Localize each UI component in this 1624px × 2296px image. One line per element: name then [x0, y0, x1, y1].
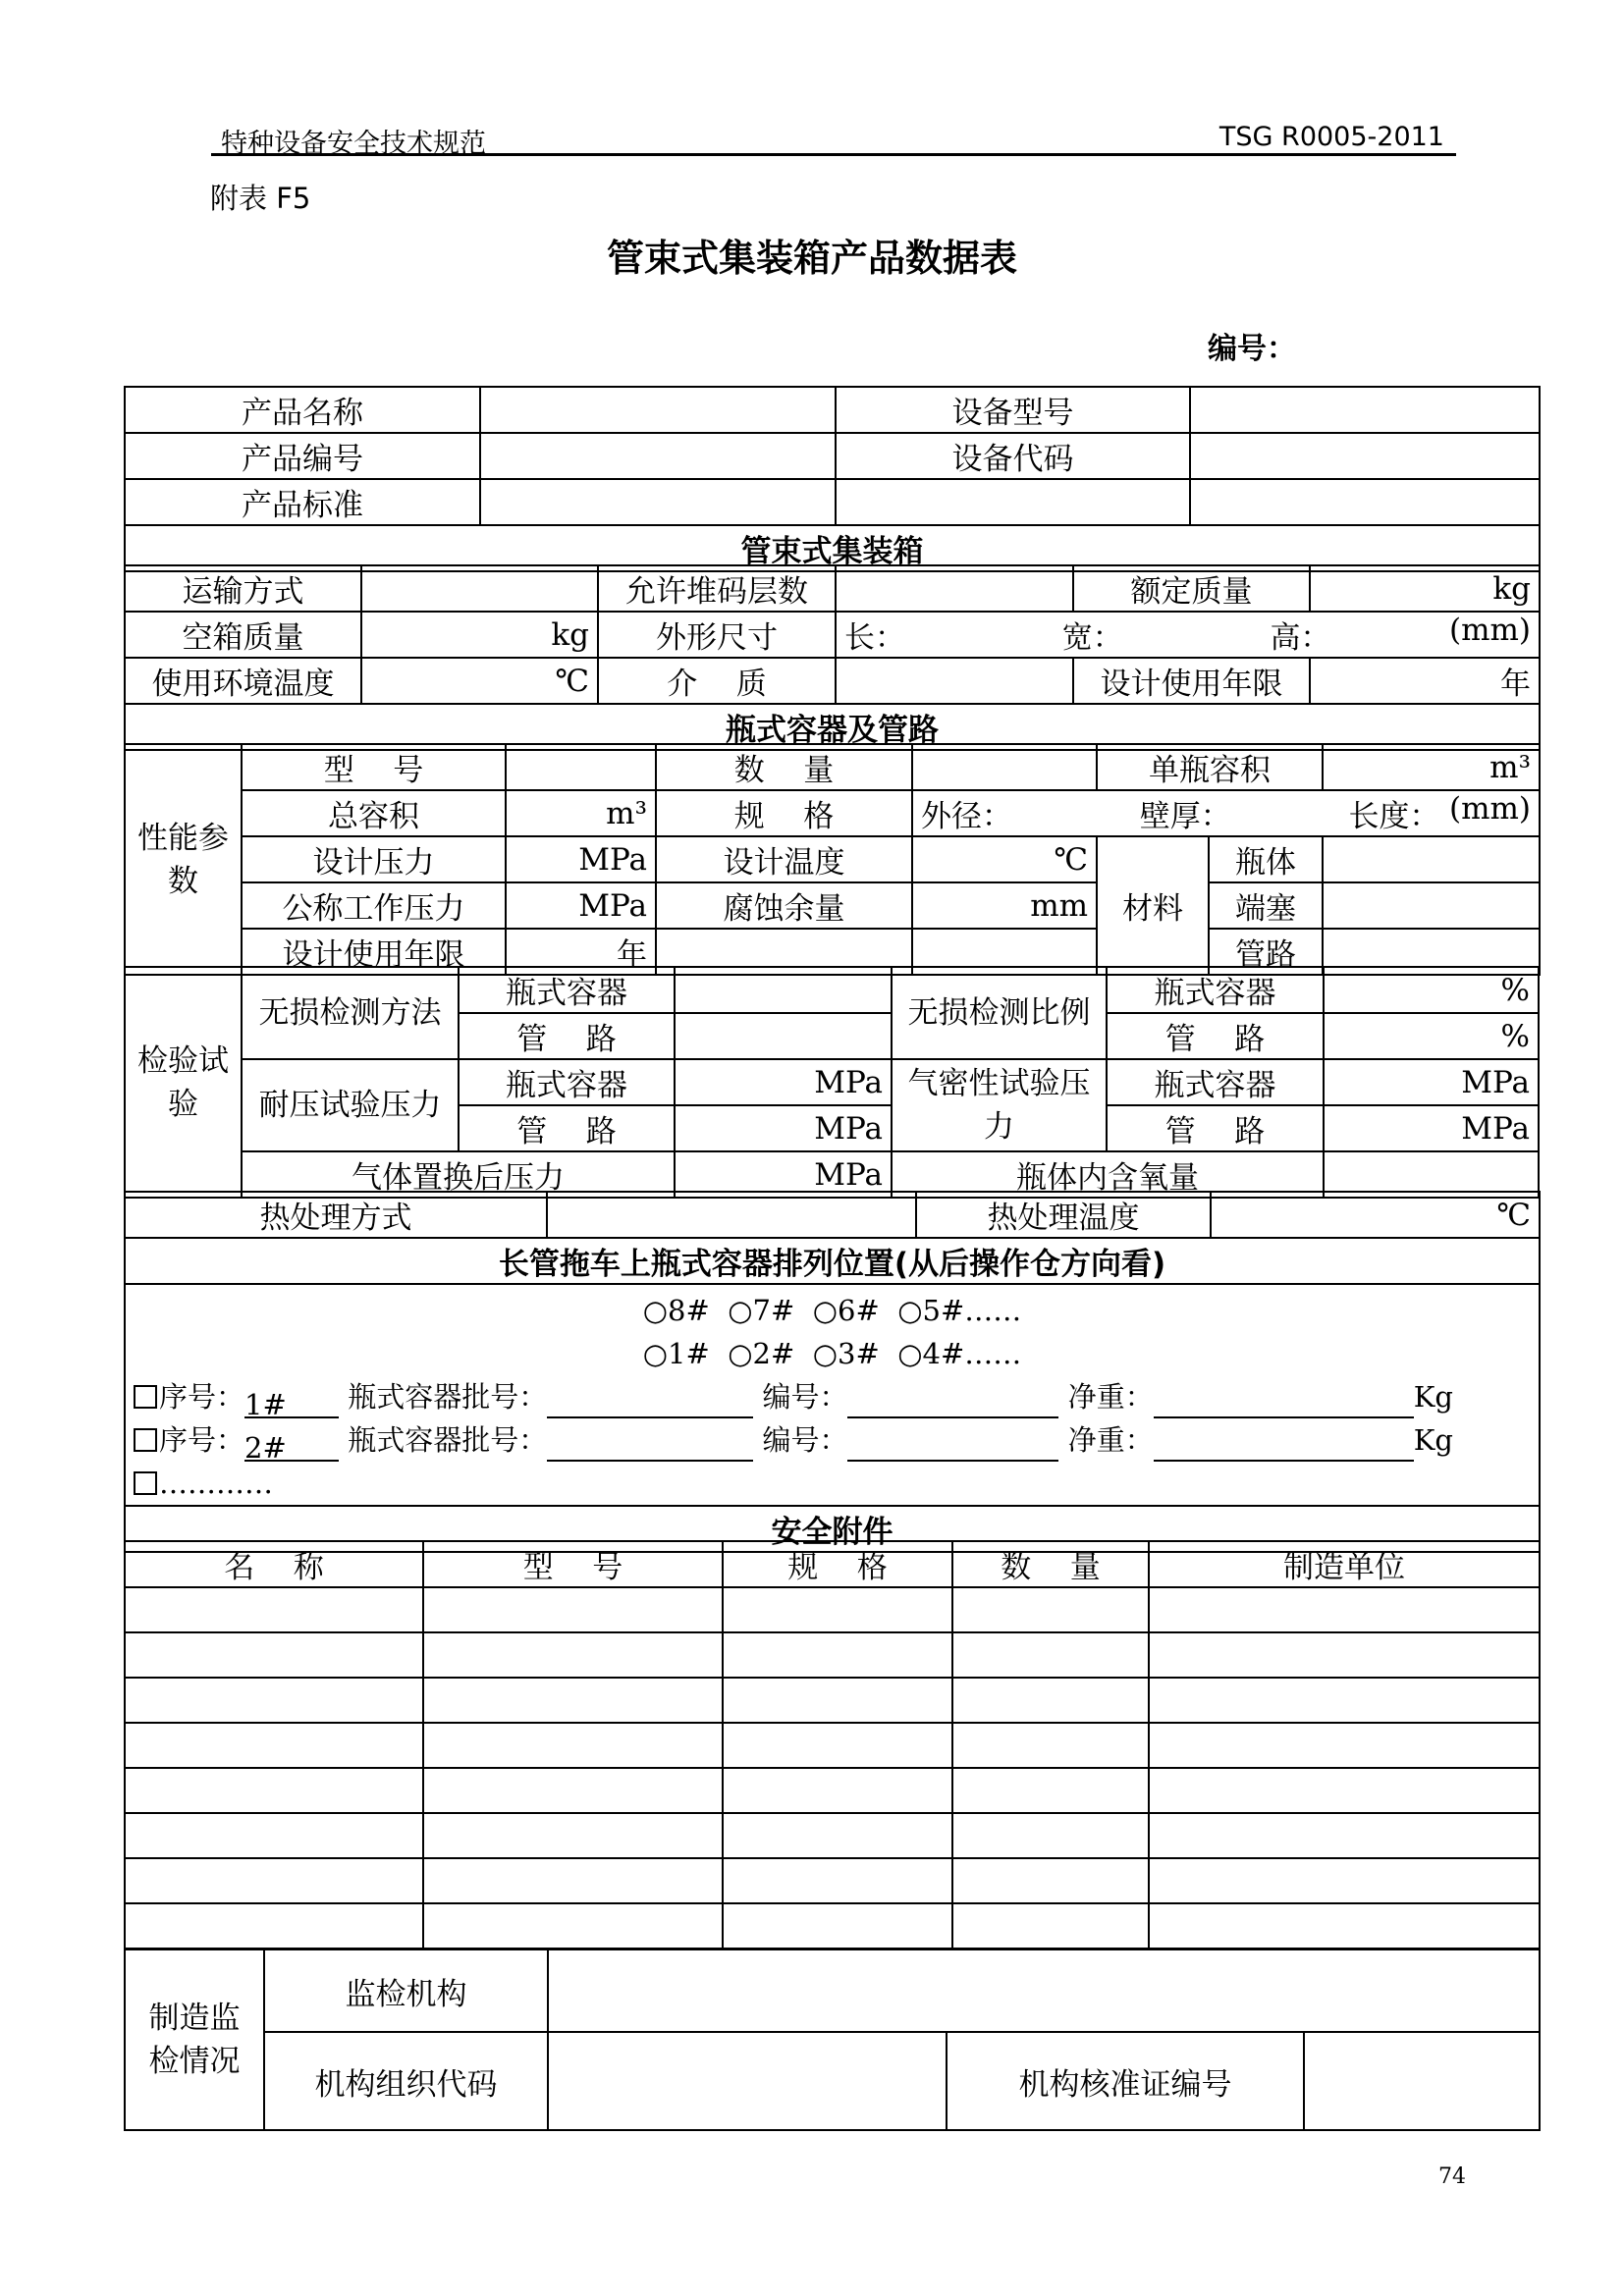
- field-heat-method[interactable]: [547, 1192, 916, 1238]
- safety-table: [124, 1540, 1541, 1949]
- col-spec: 规 格: [723, 1541, 952, 1587]
- field-qty[interactable]: [912, 744, 1097, 790]
- field-gt-vessel[interactable]: MPa: [1324, 1059, 1539, 1105]
- header-right: TSG R0005-2011: [1218, 122, 1444, 152]
- label-vessel-life: 设计使用年限: [242, 929, 506, 975]
- seq-2-code[interactable]: [847, 1426, 1058, 1462]
- label-gas-test: 气密性试验压力: [892, 1059, 1107, 1151]
- arrangement-row-bottom: ○1# ○2# ○3# ○4#……: [642, 1337, 1022, 1370]
- field-ratio-vessel[interactable]: %: [1324, 967, 1539, 1013]
- seq-row-more: …………: [134, 1462, 1531, 1505]
- section-vessel: 瓶式容器及管路: [125, 704, 1540, 750]
- field-body[interactable]: [1323, 836, 1540, 882]
- container-table: [124, 564, 1541, 751]
- label-ratio-pipe: 管 路: [1107, 1013, 1324, 1059]
- label-perf: 性能参数: [125, 744, 242, 975]
- seq-1-code[interactable]: [847, 1383, 1058, 1418]
- col-maker: 制造单位: [1149, 1541, 1540, 1587]
- table-row: [125, 1678, 1540, 1723]
- label-design-temp: 设计温度: [656, 836, 912, 882]
- field-product-std-extra[interactable]: [836, 479, 1190, 525]
- dim-length: 长：: [844, 620, 905, 656]
- field-empty-mass[interactable]: kg: [361, 612, 598, 658]
- label-ndt-method: 无损检测方法: [242, 967, 459, 1059]
- label-ratio-vessel: 瓶式容器: [1107, 967, 1324, 1013]
- label-stack: 允许堆码层数: [598, 565, 836, 612]
- label-gt-vessel: 瓶式容器: [1107, 1059, 1324, 1105]
- field-total-vol[interactable]: m³: [506, 790, 656, 836]
- label-ndt-vessel: 瓶式容器: [459, 967, 675, 1013]
- seq-2-batch[interactable]: [547, 1426, 753, 1462]
- label-pipe-material: 管路: [1209, 929, 1323, 975]
- label-supervision: 制造监检情况: [125, 1949, 264, 2130]
- col-model: 型 号: [423, 1541, 723, 1587]
- table-row: [125, 1768, 1540, 1813]
- field-ndt-pipe[interactable]: [675, 1013, 892, 1059]
- seq-more-checkbox[interactable]: [134, 1471, 157, 1495]
- label-pt-pipe: 管 路: [459, 1105, 675, 1151]
- vessel-table: [124, 743, 1541, 976]
- seq-row-2: 序号：2# 瓶式容器批号： 编号： 净重： Kg: [134, 1418, 1531, 1462]
- table-row: [125, 1587, 1540, 1632]
- field-vessel-life[interactable]: 年: [506, 929, 656, 975]
- table-row: [125, 1723, 1540, 1768]
- label-product-no: 产品编号: [125, 433, 480, 479]
- field-pt-vessel[interactable]: MPa: [675, 1059, 892, 1105]
- table-row: [125, 1858, 1540, 1903]
- dim-height: 高：: [1270, 620, 1331, 656]
- label-transport: 运输方式: [125, 565, 361, 612]
- field-stack[interactable]: [836, 565, 1073, 612]
- label-pt-vessel: 瓶式容器: [459, 1059, 675, 1105]
- label-total-vol: 总容积: [242, 790, 506, 836]
- field-gt-pipe[interactable]: MPa: [1324, 1105, 1539, 1151]
- field-pt-pipe[interactable]: MPa: [675, 1105, 892, 1151]
- field-design-temp[interactable]: ℃: [912, 836, 1097, 882]
- field-design-life[interactable]: 年: [1310, 658, 1540, 704]
- field-replace-pressure[interactable]: MPa: [675, 1151, 892, 1198]
- supervision-table: [124, 1949, 1541, 2131]
- field-model[interactable]: [506, 744, 656, 790]
- field-product-std-extra2[interactable]: [1190, 479, 1540, 525]
- field-dims[interactable]: [836, 612, 1540, 658]
- label-oxygen: 瓶体内含氧量: [892, 1151, 1324, 1198]
- running-header: [211, 120, 1456, 159]
- heat-arrangement-table: [124, 1191, 1541, 1553]
- spec-unit: (mm): [1449, 791, 1531, 827]
- seq-2-value[interactable]: 2#: [244, 1426, 339, 1462]
- table-row: [125, 1813, 1540, 1858]
- field-transport[interactable]: [361, 565, 598, 612]
- field-org-code[interactable]: [548, 2032, 947, 2130]
- field-product-std[interactable]: [480, 479, 836, 525]
- spec-length: 长度：: [1348, 799, 1440, 834]
- product-info-table: [124, 386, 1541, 572]
- field-product-name[interactable]: [480, 387, 836, 433]
- table-row: [125, 1903, 1540, 1949]
- seq-1-value[interactable]: 1#: [244, 1383, 339, 1418]
- label-design-life: 设计使用年限: [1073, 658, 1310, 704]
- page-number: 74: [1438, 2164, 1466, 2189]
- field-equip-code[interactable]: [1190, 433, 1540, 479]
- field-medium[interactable]: [836, 658, 1073, 704]
- label-heat-method: 热处理方式: [125, 1192, 547, 1238]
- header-left: 特种设备安全技术规范: [221, 129, 486, 159]
- number-label: 编号：: [1208, 332, 1296, 366]
- section-container: 管束式集装箱: [125, 525, 1540, 571]
- label-spec: 规 格: [656, 790, 912, 836]
- field-spec[interactable]: [912, 790, 1540, 836]
- field-plug[interactable]: [1323, 882, 1540, 929]
- label-material: 材料: [1097, 836, 1209, 975]
- label-equip-model: 设备型号: [836, 387, 1190, 433]
- label-corrosion: 腐蚀余量: [656, 882, 912, 929]
- label-ndt-ratio: 无损检测比例: [892, 967, 1107, 1059]
- label-empty-mass: 空箱质量: [125, 612, 361, 658]
- label-equip-code: 设备代码: [836, 433, 1190, 479]
- label-plug: 端塞: [1209, 882, 1323, 929]
- label-nominal-pressure: 公称工作压力: [242, 882, 506, 929]
- seq-row-1: 序号：1# 瓶式容器批号： 编号： 净重： Kg: [134, 1375, 1531, 1418]
- arrangement-area: [125, 1284, 1540, 1506]
- field-nominal-pressure[interactable]: MPa: [506, 882, 656, 929]
- seq-1-net[interactable]: [1154, 1383, 1414, 1418]
- field-equip-model[interactable]: [1190, 387, 1540, 433]
- label-rated-mass: 额定质量: [1073, 565, 1310, 612]
- seq-2-checkbox[interactable]: [134, 1428, 157, 1452]
- page-title: 管束式集装箱产品数据表: [606, 237, 1017, 280]
- spec-wall: 壁厚：: [1139, 799, 1231, 834]
- field-single-vol[interactable]: m³: [1323, 744, 1540, 790]
- label-dims: 外形尺寸: [598, 612, 836, 658]
- field-env-temp[interactable]: ℃: [361, 658, 598, 704]
- seq-1-batch[interactable]: [547, 1383, 753, 1418]
- label-heat-temp: 热处理温度: [916, 1192, 1211, 1238]
- label-inspection: 检验试验: [125, 967, 242, 1198]
- label-body: 瓶体: [1209, 836, 1323, 882]
- label-design-pressure: 设计压力: [242, 836, 506, 882]
- table-row: [125, 1632, 1540, 1678]
- dim-unit: (mm): [1449, 613, 1531, 648]
- field-corrosion[interactable]: mm: [912, 882, 1097, 929]
- field-product-no[interactable]: [480, 433, 836, 479]
- section-arrangement: 长管拖车上瓶式容器排列位置(从后操作仓方向看): [125, 1238, 1540, 1284]
- field-agency[interactable]: [548, 1949, 1540, 2032]
- label-replace-pressure: 气体置换后压力: [242, 1151, 675, 1198]
- field-design-pressure[interactable]: MPa: [506, 836, 656, 882]
- seq-1-checkbox[interactable]: [134, 1385, 157, 1409]
- label-pressure-test: 耐压试验压力: [242, 1059, 459, 1151]
- col-name: 名 称: [125, 1541, 423, 1587]
- label-agency: 监检机构: [264, 1949, 548, 2032]
- attachment-label: 附表 F5: [210, 182, 311, 215]
- label-org-code: 机构组织代码: [264, 2032, 548, 2130]
- field-ratio-pipe[interactable]: %: [1324, 1013, 1539, 1059]
- section-safety: 安全附件: [125, 1506, 1540, 1552]
- label-qty: 数 量: [656, 744, 912, 790]
- label-product-name: 产品名称: [125, 387, 480, 433]
- dim-width: 宽：: [1061, 620, 1123, 656]
- arrangement-row-top: ○8# ○7# ○6# ○5#……: [642, 1294, 1022, 1327]
- spec-od: 外径：: [921, 799, 1012, 834]
- inspection-table: [124, 966, 1540, 1199]
- seq-2-net[interactable]: [1154, 1426, 1414, 1462]
- label-env-temp: 使用环境温度: [125, 658, 361, 704]
- label-model: 型 号: [242, 744, 506, 790]
- label-product-std: 产品标准: [125, 479, 480, 525]
- field-heat-temp[interactable]: ℃: [1211, 1192, 1540, 1238]
- field-rated-mass[interactable]: kg: [1310, 565, 1540, 612]
- label-ndt-pipe: 管 路: [459, 1013, 675, 1059]
- col-qty: 数 量: [952, 1541, 1149, 1587]
- label-single-vol: 单瓶容积: [1097, 744, 1323, 790]
- field-cert-no[interactable]: [1304, 2032, 1540, 2130]
- label-cert-no: 机构核准证编号: [947, 2032, 1304, 2130]
- label-gt-pipe: 管 路: [1107, 1105, 1324, 1151]
- label-medium: 介 质: [598, 658, 836, 704]
- field-ndt-vessel[interactable]: [675, 967, 892, 1013]
